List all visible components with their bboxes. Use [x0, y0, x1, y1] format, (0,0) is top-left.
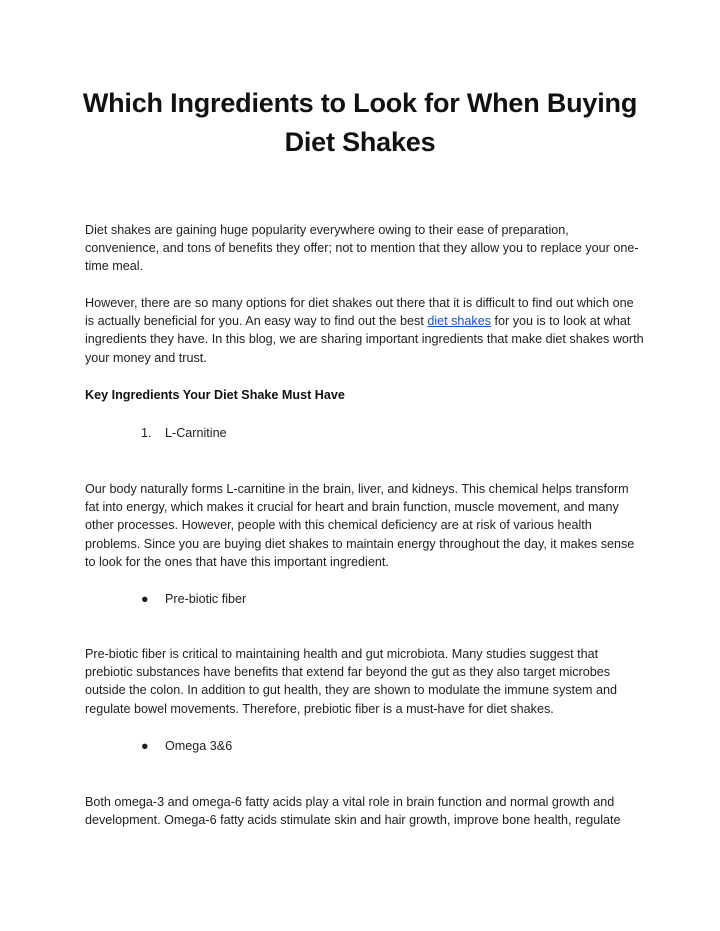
- options-paragraph: [85, 294, 645, 367]
- omega-paragraph: Both omega-3 and omega-6 fatty acids play a vital role in brain function and normal growth and development. Omega-6 fatty acids stimulate skin and hair growth, improve bone health, regulate: [85, 795, 621, 828]
- list-item-l-carnitine: [141, 424, 227, 442]
- l-carnitine-paragraph: Our body naturally forms L-carnitine in the brain, liver, and kidneys. This chemical helps transform fat into energy, which makes it crucial for heart and brain function, muscle movement, and many other processes. However, people with this chemical deficiency are at risk of various health problems. Since you are buying diet shakes to maintain energy throughout the day, it makes sense to look for the ones that have this important ingredient.: [85, 482, 635, 569]
- page-title: Which Ingredients to Look for When Buying Diet Shakes: [82, 88, 638, 157]
- list-item-omega: [141, 737, 232, 755]
- diet-shakes-link[interactable]: diet shakes: [427, 314, 492, 329]
- list-number-marker: 1.: [141, 426, 152, 440]
- bullet-marker: ●: [141, 592, 149, 606]
- list-item-label: Omega 3&6: [165, 739, 233, 753]
- options-text-after: for you is to look at what ingredients they have. In this blog, we are sharing important ingredients that make diet shakes worth your money and trust.: [85, 314, 644, 365]
- prebiotic-fiber-paragraph: Pre-biotic fiber is critical to maintaining health and gut microbiota. Many studies suggest that prebiotic substances have benefits that extend far beyond the gut as they also target microbes outside the colon. In addition to gut health, they are shown to modulate the immune system and regulate bowel movements. Therefore, prebiotic fiber is a must-have for diet shakes.: [85, 647, 618, 716]
- section-heading: Key Ingredients Your Diet Shake Must Have: [85, 388, 345, 402]
- bullet-marker: ●: [141, 739, 149, 753]
- options-text-before: However, there are so many options for diet shakes out there that it is difficult to find out which one is actually beneficial for you. An easy way to find out the best: [85, 296, 634, 329]
- list-item-label: L-Carnitine: [165, 426, 227, 440]
- list-item-label: Pre-biotic fiber: [165, 592, 247, 606]
- intro-paragraph: Diet shakes are gaining huge popularity everywhere owing to their ease of preparation, convenience, and tons of benefits they offer; not to mention that they allow you to replace your one-time meal.: [85, 223, 639, 274]
- list-item-prebiotic-fiber: [141, 590, 246, 608]
